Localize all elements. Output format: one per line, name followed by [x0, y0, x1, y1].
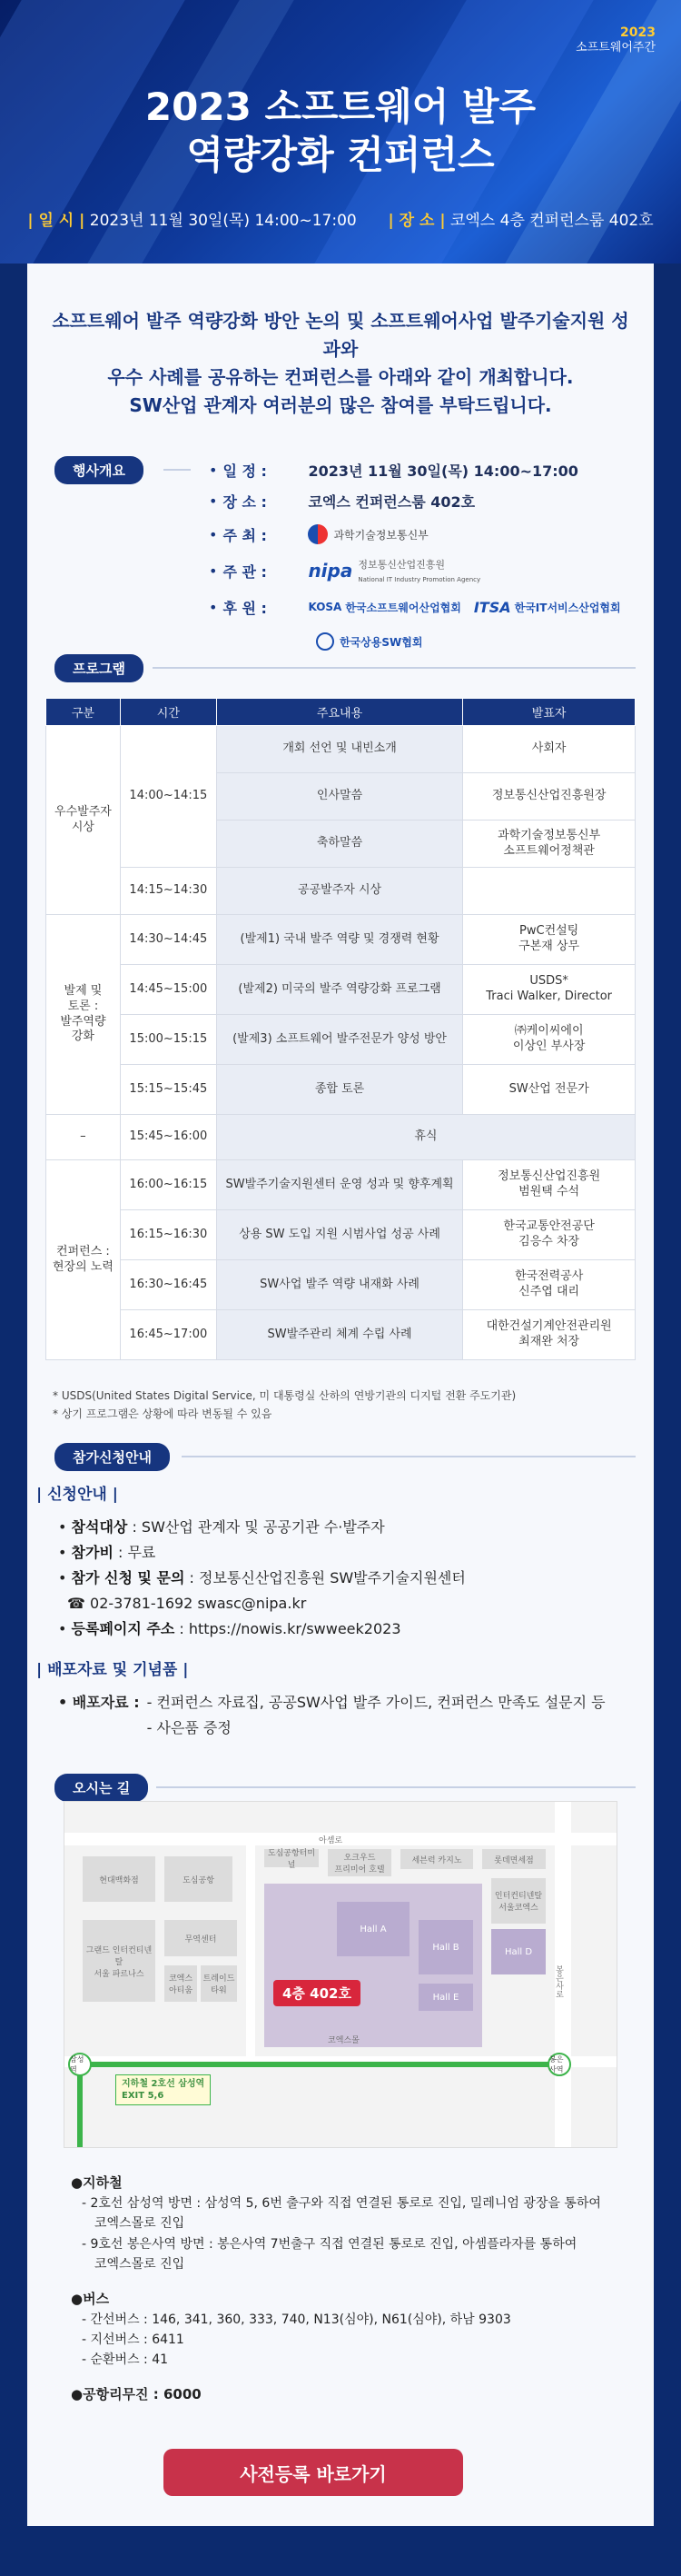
- table-row: 16:45~17:00 SW발주관리 체계 수립 사례 대한건설기계안전관리원 최재완 처장: [46, 1310, 636, 1360]
- table-row: 발제 및 토론 : 발주역량 강화 14:30~14:45 (발제1) 국내 발주 역량 및 경쟁력 현황 PwC컨설팅 구본재 상무: [46, 915, 636, 965]
- kcsa-logo: 한국상용SW협회: [316, 632, 422, 651]
- list-item: • 배포자료 : - 컨퍼런스 자료집, 공공SW사업 발주 가이드, 컨퍼런스 만족도 설문지 등 - 사은품 증정: [58, 1694, 606, 1736]
- divider: [153, 667, 636, 669]
- page-title: 2023 소프트웨어 발주 역량강화 컨퍼런스: [144, 85, 537, 177]
- table-row: 14:45~15:00 (발제2) 미국의 발주 역량강화 프로그램 USDS* Traci Walker, Director: [46, 965, 636, 1015]
- section-overview-tag: 행사개요: [54, 456, 143, 484]
- itsa-logo: ITSA 한국IT서비스산업협회: [473, 598, 621, 616]
- table-row: 14:15~14:30 공공발주자 시상: [46, 868, 636, 915]
- table-row: 16:30~16:45 SW사업 발주 역량 내재화 사례 한국전력공사 신주엽 대리: [46, 1260, 636, 1310]
- contact-detail: ☎ 02-3781-1692 swasc@nipa.kr: [67, 1595, 307, 1612]
- nipa-logo: nipa 정보통신산업진흥원 National IT Industry Promotion Agency: [308, 559, 481, 583]
- program-table: [45, 698, 636, 1360]
- list-item: • 참가 신청 및 문의 : 정보통신산업진흥원 SW발주기술지원센터: [58, 1569, 466, 1586]
- table-header: 시간: [120, 699, 216, 726]
- venue-map: 아셈로 봉은사로 현대백화점 도심공항 그랜드 인터컨티넨탈 서울 파르나스 무역센터 코엑스 아티움 트레이드 타워 도심공항터미널 오크우드 프리미어 호텔 세븐럭 카지노 롯데면세점 인터컨티넨탈 서울코엑스 Hall A Hall B Hall D Hall E 코엑스몰 4층 402호 삼성역 봉은사역 지하철 2호선 삼성역 EXIT 5,6: [64, 1801, 617, 2148]
- table-row: 축하말씀 과학기술정보통신부 소프트웨어정책관: [46, 821, 636, 868]
- content-card: [27, 264, 654, 2526]
- transport-info: ●지하철 - 2호선 삼성역 방면 : 삼성역 5, 6번 출구와 직접 연결된 통로로 진입, 밀레니엄 광장을 통하여 코엑스몰로 진입 - 9호선 봉은사역 방면 : 봉은사역 7번출구 직접 연결된 통로로 진입, 아셈플라자를 통하여 코엑스몰로 진입 ●버스 - 간선버스 : 146, 341, 360, 333, 740, N13(심야), N61(심야), 하남 9303 - 지선버스 : 6411 - 순환버스 : 41 ●공항리무진 : 6000: [71, 2174, 601, 2402]
- map-road: [246, 1845, 255, 2056]
- divider: [163, 469, 191, 471]
- table-header: 구분: [46, 699, 121, 726]
- section-registration-tag: 참가신청안내: [54, 1443, 170, 1471]
- event-meta: | 일 시 | 2023년 11월 30일(목) 14:00~17:00 | 장 소 | 코엑스 4층 컨퍼런스룸 402호: [27, 212, 654, 230]
- table-row: 인사말씀 정보통신산업진흥원장: [46, 773, 636, 821]
- intro-text: 소프트웨어 발주 역량강화 방안 논의 및 소프트웨어사업 발주기술지원 성과와 우수 사례를 공유하는 컨퍼런스를 아래와 같이 개최합니다. SW산업 관계자 여러분의 많은 참여를 부탁드립니다.: [52, 310, 629, 416]
- subway-exit-label: 지하철 2호선 삼성역 EXIT 5,6: [115, 2074, 211, 2105]
- taegeuk-icon: [308, 524, 328, 544]
- divider: [182, 1456, 636, 1457]
- list-item: • 참석대상 : SW산업 관계자 및 공공기관 수·발주자: [58, 1518, 385, 1536]
- table-row: 우수발주자 시상 14:00~14:15 개회 선언 및 내빈소개 사회자: [46, 726, 636, 773]
- table-header: 주요내용: [216, 699, 462, 726]
- kosa-logo: KOSA 한국소프트웨어산업협회: [308, 601, 461, 614]
- section-program-tag: 프로그램: [54, 654, 143, 682]
- list-item: • 참가비 : 무료: [58, 1544, 156, 1561]
- table-row: 15:15~15:45 종합 토론 SW산업 전문가: [46, 1065, 636, 1115]
- list-item: • 등록페이지 주소 : https://nowis.kr/swweek2023: [58, 1620, 401, 1637]
- pre-register-button[interactable]: 사전등록 바로가기: [163, 2449, 463, 2496]
- msit-logo: 과학기술정보통신부: [308, 524, 428, 544]
- registration-url-link[interactable]: : https://nowis.kr/swweek2023: [174, 1620, 401, 1637]
- table-row: 15:00~15:15 (발제3) 소프트웨어 발주전문가 양성 방안 ㈜케이씨에이 이상인 부사장: [46, 1015, 636, 1065]
- table-row: 16:15~16:30 상용 SW 도입 지원 시범사업 성공 사례 한국교통안전공단 김응수 차장: [46, 1210, 636, 1260]
- event-overview: • 일 정 : 2023년 11월 30일(목) 14:00~17:00 • 장 소 : 코엑스 컨퍼런스룸 402호 • 주 최 : 과학기술정보통신부 • 주 관 : nipa 정보통신산업진흥원 National IT Industry Promotion Agency • 후 원 : KOSA 한국소프트웨어산업협회 ITSA 한국IT서비스산업협회 한국상용SW협회: [209, 454, 636, 658]
- hero-banner: [0, 0, 681, 264]
- table-row: – 15:45~16:00 휴식: [46, 1115, 636, 1160]
- subway-line: [77, 2062, 558, 2067]
- venue-pin: 4층 402호: [273, 1980, 360, 2006]
- sw-week-logo: 2023 소프트웨어주간: [576, 25, 656, 55]
- kcsa-emblem-icon: [316, 632, 334, 651]
- table-header: 발표자: [463, 699, 636, 726]
- table-row: 컨퍼런스 : 현장의 노력 16:00~16:15 SW발주기술지원센터 운영 성과 및 향후계획 정보통신산업진흥원 범원택 수석: [46, 1160, 636, 1210]
- divider: [156, 1786, 636, 1788]
- registration-info: | 신청안내 | • 참석대상 : SW산업 관계자 및 공공기관 수·발주자 • 참가비 : 무료 • 참가 신청 및 문의 : 정보통신산업진흥원 SW발주기술지원센터 ☎ 02-3781-1692 swasc@nipa.kr • 등록페이지 주소 : https://nowis.kr/swweek2023 | 배포자료 및 기념품 | • 배포자료 : - 컨퍼런스 자료집, 공공SW사업 발주 가이드, 컨퍼런스 만족도 설문지 등 - 사은품 증정: [36, 1481, 636, 1741]
- program-notes: * USDS(United States Digital Service, 미 대통령실 산하의 연방기관의 디지털 전환 주도기관) * 상기 프로그램은 상황에 따라 변동될 수 있음: [53, 1389, 517, 1421]
- section-directions-tag: 오시는 길: [54, 1774, 148, 1802]
